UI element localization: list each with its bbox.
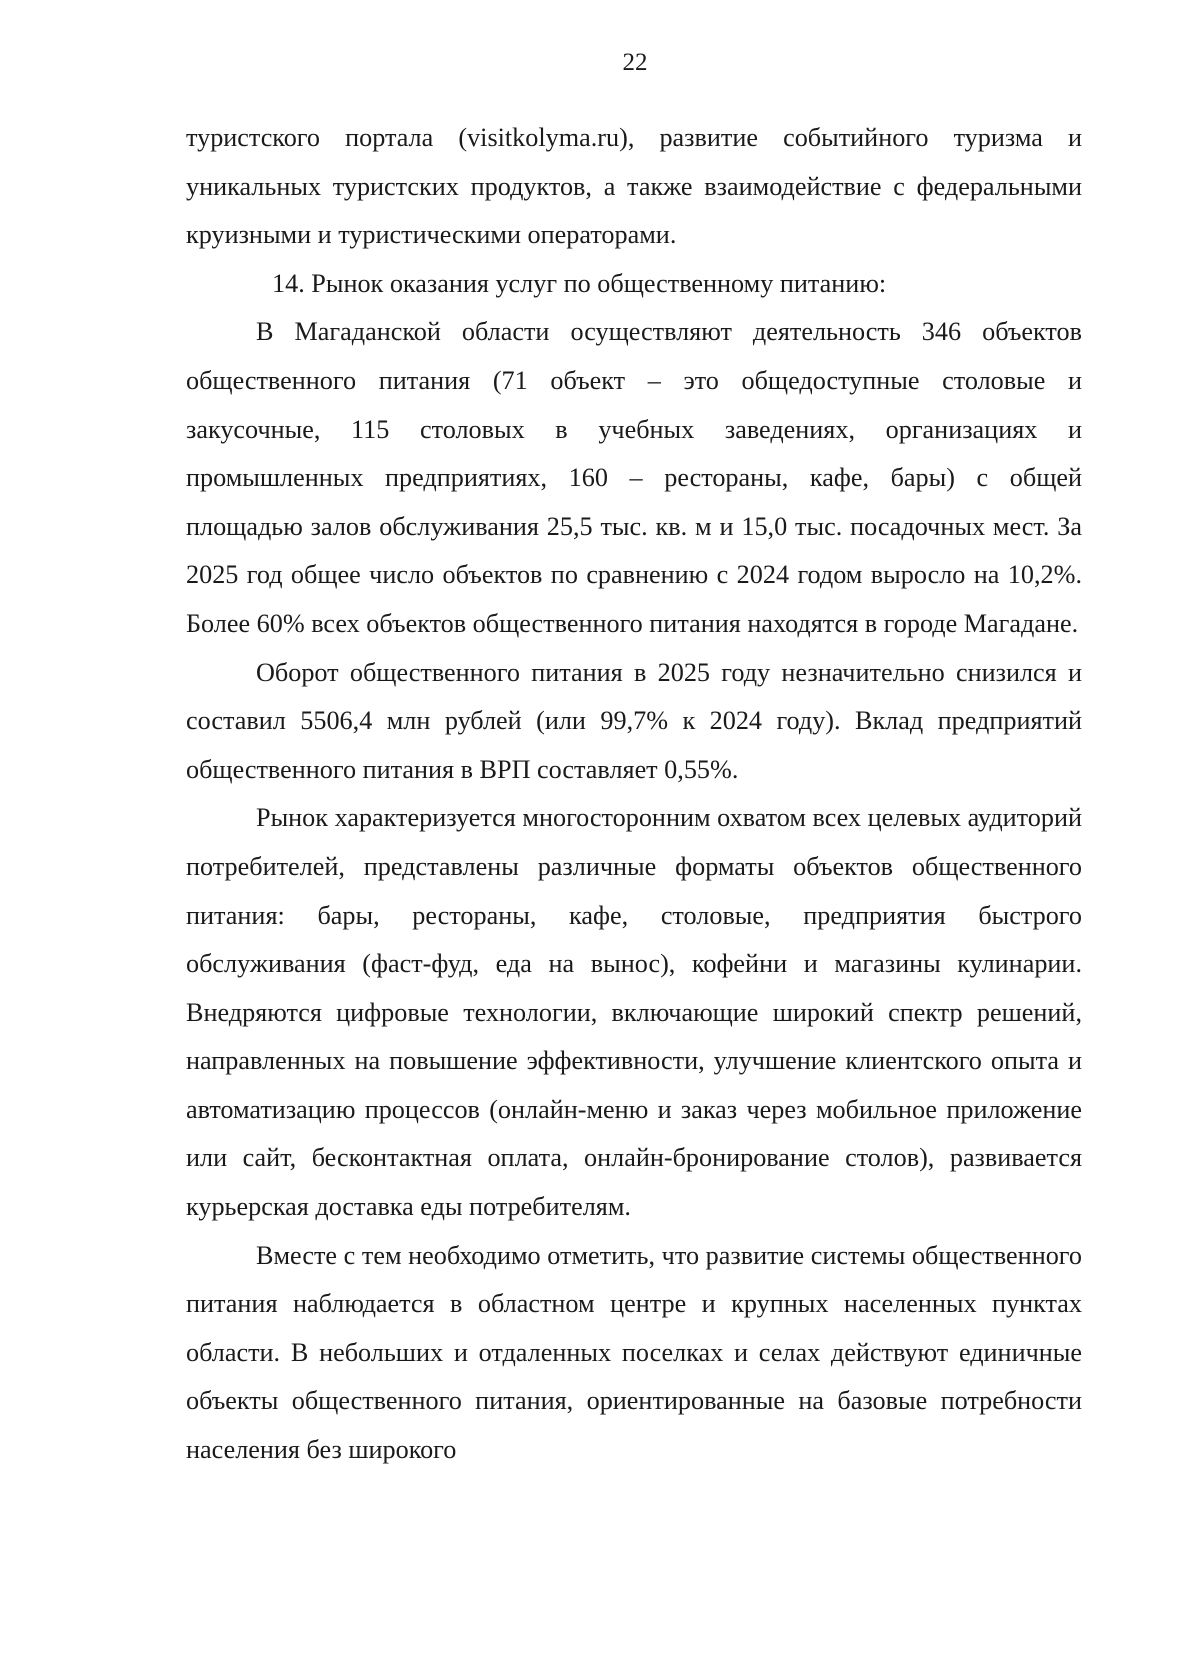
paragraph-regional-development: Вместе с тем необходимо отметить, что развитие системы общественного питания наблюдается в областном центре и крупных населенных пунктах области. В небольших и отдаленных поселках и селах действуют единичные объекты общественного питания, ориентированные на базовые потребности населения без широкого xyxy=(186,1240,1082,1465)
paragraph-tourism-continuation: туристского портала (visitkolyma.ru), развитие событийного туризма и уникальных туристских продуктов, а также взаимодействие с федеральными круизными и туристическими операторами. xyxy=(186,123,1082,250)
document-body xyxy=(186,114,1082,1475)
page-number: 22 xyxy=(622,49,648,76)
section-heading-catering-market: 14. Рынок оказания услуг по общественному питанию: xyxy=(272,268,887,298)
paragraph-catering-turnover: Оборот общественного питания в 2025 году незначительно снизился и составил 5506,4 млн рублей (или 99,7% к 2024 году). Вклад предприятий общественного питания в ВРП составляет 0,55%. xyxy=(186,657,1082,784)
paragraph-catering-objects: В Магаданской области осуществляют деятельность 346 объектов общественного питания (71 объект – это общедоступные столовые и закусочные, 115 столовых в учебных заведениях, организациях и промышленных предприятиях, 160 – рестораны, кафе, бары) с общей площадью залов обслуживания 25,5 тыс. кв. м и 15,0 тыс. посадочных мест. За 2025 год общее число объектов по сравнению с 2024 годом выросло на 10,2%. Более 60% всех объектов общественного питания находятся в городе Магадане. xyxy=(186,317,1082,638)
paragraph-market-formats: Рынок характеризуется многосторонним охватом всех целевых аудиторий потребителей, представлены различные форматы объектов общественного питания: бары, рестораны, кафе, столовые, предприятия быстрого обслуживания (фаст-фуд, еда на вынос), кофейни и магазины кулинарии. Внедряются цифровые технологии, включающие широкий спектр решений, направленных на повышение эффективности, улучшение клиентского опыта и автоматизацию процессов (онлайн-меню и заказ через мобильное приложение или сайт, бесконтактная оплата, онлайн-бронирование столов), развивается курьерская доставка еды потребителям. xyxy=(186,803,1082,1222)
